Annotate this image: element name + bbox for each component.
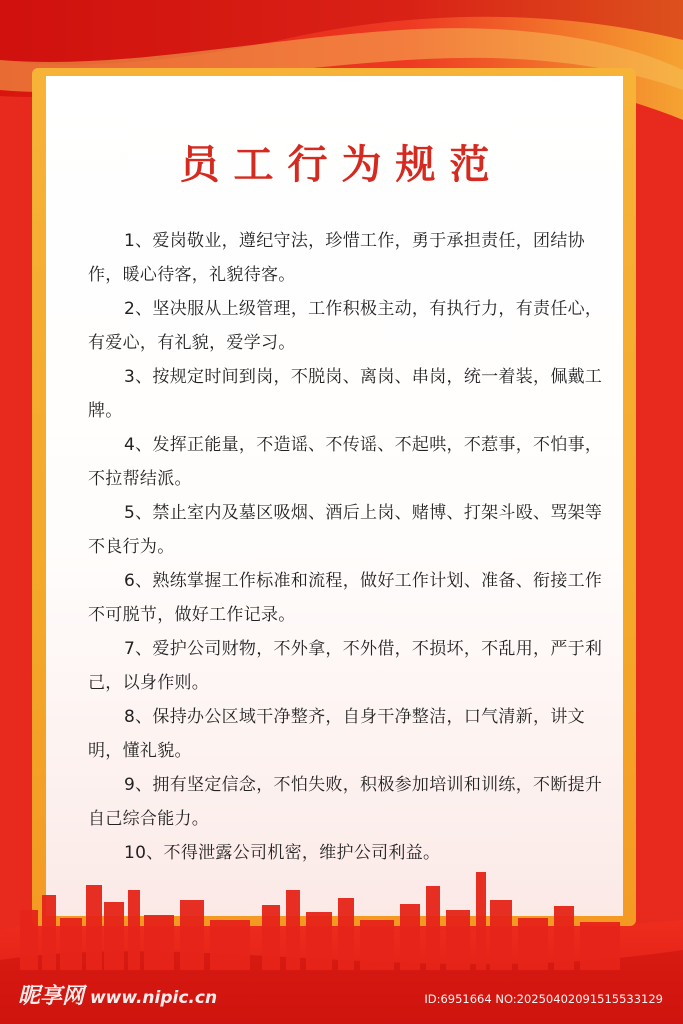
watermark-site: www.nipic.cn (89, 988, 218, 1008)
rule-item: 4、发挥正能量，不造谣、不传谣、不起哄，不惹事，不怕事，不拉帮结派。 (88, 435, 603, 489)
watermark-logo-text: 昵享网 (18, 984, 85, 1009)
rule-item: 2、坚决服从上级管理，工作积极主动，有执行力，有责任心，有爱心，有礼貌，爱学习。 (88, 299, 603, 353)
rule-item: 7、爱护公司财物，不外拿，不外借，不损坏，不乱用，严于利己，以身作则。 (88, 639, 603, 693)
page-title: 员工行为规范 (179, 141, 504, 188)
rule-item: 5、禁止室内及墓区吸烟、酒后上岗、赌博、打架斗殴、骂架等不良行为。 (88, 503, 603, 557)
rule-item: 3、按规定时间到岗，不脱岗、离岗、串岗，统一着装，佩戴工牌。 (88, 367, 603, 421)
rule-item: 6、熟练掌握工作标准和流程，做好工作计划、准备、衔接工作不可脱节，做好工作记录。 (88, 571, 603, 625)
rule-item: 9、拥有坚定信念，不怕失败，积极参加培训和训练，不断提升自己综合能力。 (88, 775, 603, 829)
image-id-watermark: ID:6951664 NO:20250402091515533129 (424, 992, 663, 1006)
rule-item: 8、保持办公区域干净整齐，自身干净整洁，口气清新，讲文明，懂礼貌。 (88, 707, 585, 761)
site-watermark (18, 979, 217, 1010)
rule-item: 1、爱岗敬业，遵纪守法，珍惜工作，勇于承担责任，团结协作，暖心待客，礼貌待客。 (88, 231, 585, 285)
city-skyline-decoration (0, 860, 683, 980)
rules-list (88, 224, 608, 870)
rule-item: 10、不得泄露公司机密，维护公司利益。 (124, 843, 441, 863)
